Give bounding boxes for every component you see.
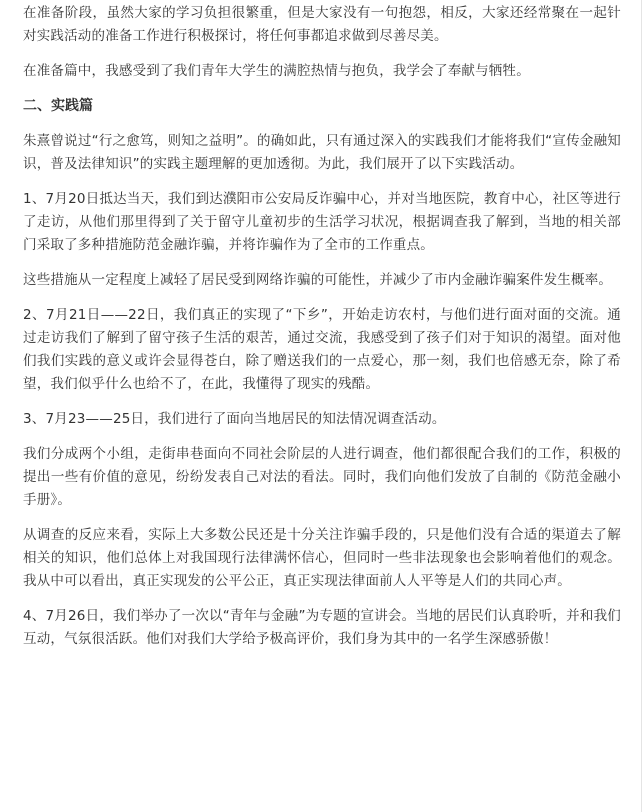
section-heading-practice: 二、实践篇 xyxy=(23,98,93,114)
paragraph-practice-intro: 朱熹曾说过“行之愈笃，则知之益明”。的确如此，只有通过深入的实践我们才能将我们“宣传金融知识，普及法律知识”的实践主题理解的更加透彻。为此，我们展开了以下实践活动。 xyxy=(23,133,621,172)
paragraph-activity-1: 1、7月20日抵达当天，我们到达濮阳市公安局反诈骗中心，并对当地医院，教育中心，社区等进行了走访，从他们那里得到了关于留守儿童初步的生活学习状况，根据调查我了解到，当地的相关部门采取了多种措施防范金融诈骗，并将诈骗作为了全市的工作重点。 xyxy=(23,191,621,253)
article-body xyxy=(23,0,621,651)
paragraph-activity-4: 4、7月26日，我们举办了一次以“青年与金融”为专题的宣讲会。当地的居民们认真聆听，并和我们互动，气氛很活跃。他们对我们大学给予极高评价，我们身为其中的一名学生深感骄傲！ xyxy=(23,608,621,647)
paragraph-activity-1-result: 这些措施从一定程度上减轻了居民受到网络诈骗的可能性，并减少了市内金融诈骗案件发生概率。 xyxy=(23,272,613,288)
paragraph-activity-3: 3、7月23——25日，我们进行了面向当地居民的知法情况调查活动。 xyxy=(23,411,446,427)
paragraph-preparation-effort: 在准备阶段，虽然大家的学习负担很繁重，但是大家没有一句抱怨，相反，大家还经常聚在一起针对实践活动的准备工作进行积极探讨，将任何事都追求做到尽善尽美。 xyxy=(23,5,621,44)
paragraph-preparation-summary: 在准备篇中，我感受到了我们青年大学生的满腔热情与抱负，我学会了奉献与牺牲。 xyxy=(23,63,530,79)
paragraph-activity-3-groups: 我们分成两个小组，走街串巷面向不同社会阶层的人进行调查，他们都很配合我们的工作，积极的提出一些有价值的意见，纷纷发表自己对法的看法。同时，我们向他们发放了自制的《防范金融小手册》。 xyxy=(23,446,621,508)
paragraph-activity-2: 2、7月21日——22日，我们真正的实现了“下乡”，开始走访农村，与他们进行面对面的交流。通过走访我们了解到了留守孩子生活的艰苦，通过交流，我感受到了孩子们对于知识的渴望。面对他们我们实践的意义或许会显得苍白，除了赠送我们的一点爱心，那一刻，我们也倍感无奈，除了希望，我们似乎什么也给不了，在此，我懂得了现实的残酷。 xyxy=(23,307,621,392)
paragraph-survey-findings: 从调查的反应来看，实际上大多数公民还是十分关注诈骗手段的，只是他们没有合适的渠道去了解相关的知识，他们总体上对我国现行法律满怀信心，但同时一些非法现象也会影响着他们的观念。我从中可以看出，真正实现发的公平公正，真正实现法律面前人人平等是人们的共同心声。 xyxy=(23,527,621,589)
